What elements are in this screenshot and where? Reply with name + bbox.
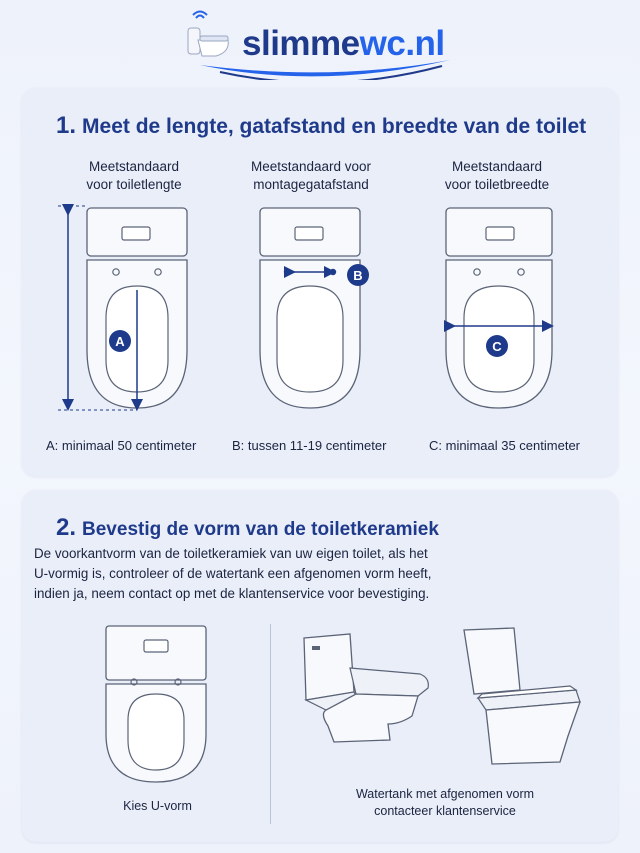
tapered-tank-toilet-right: [456, 624, 586, 769]
section1-title: Meet de lengte, gatafstand en breedte van de toilet: [82, 115, 587, 138]
wifi-icon: [196, 16, 204, 19]
toilet-topview-icon: [106, 626, 206, 782]
paragraph-line1: De voorkantvorm van de toiletkeramiek van uw eigen toilet, als het: [34, 546, 428, 561]
measure-c: C: minimaal 35 centimeter: [429, 438, 580, 453]
paragraph-line2: U-vormig is, controleer of de watertank een afgenomen vorm heeft,: [34, 566, 432, 581]
caption-hole-line1: Meetstandaard voor: [250, 159, 372, 174]
logo-wordmark[interactable]: [242, 24, 445, 64]
u-shape-toilet-diagram: [100, 622, 215, 787]
caption-length-line2: voor toiletlengte: [86, 177, 182, 192]
measure-b: B: tussen 11-19 centimeter: [232, 438, 387, 453]
caption-length: [44, 158, 224, 194]
smart-toilet-icon: [182, 10, 238, 66]
tapered-caption-line1: Watertank met afgenomen vorm: [355, 787, 535, 801]
toilet-hole-distance-diagram: [240, 200, 390, 415]
section2-paragraph: [34, 544, 594, 604]
caption-width-line2: voor toiletbreedte: [444, 177, 550, 192]
section2-title: Bevestig de vorm van de toiletkeramiek: [82, 519, 439, 540]
section1-heading: [56, 112, 586, 140]
toilet-sideview-icon: [464, 628, 580, 764]
logo-text-part1: slimme: [242, 24, 360, 63]
caption-hole-distance: [221, 158, 401, 194]
toilet-sideview-icon: [304, 634, 428, 742]
tapered-tank-toilet-left: [300, 630, 435, 750]
measure-a: A: minimaal 50 centimeter: [46, 438, 197, 453]
section2-divider: [270, 624, 271, 824]
tapered-caption-line2: contacteer klantenservice: [374, 804, 516, 818]
paragraph-line3: indien ja, neem contact op met de klantenservice voor bevestiging.: [34, 586, 430, 601]
caption-hole-line2: montagegatafstand: [253, 177, 369, 192]
caption-width-line1: Meetstandaard: [451, 159, 543, 174]
toilet-width-diagram: [428, 200, 578, 415]
caption-length-line1: Meetstandaard: [88, 159, 180, 174]
svg-text:A: A: [115, 334, 125, 349]
tapered-tank-caption: [300, 786, 590, 820]
section2-number: 2.: [56, 514, 77, 541]
section2-heading: [56, 514, 439, 542]
logo-text-part2: wc.nl: [359, 24, 445, 63]
toilet-length-diagram: [50, 200, 200, 415]
toilet-topview-icon: [446, 208, 552, 408]
svg-text:B: B: [353, 268, 363, 283]
section1-number: 1.: [56, 112, 77, 139]
svg-text:C: C: [492, 339, 502, 354]
caption-width: [407, 158, 587, 194]
logo: [180, 10, 460, 80]
toilet-topview-icon: [260, 208, 363, 408]
u-shape-caption: Kies U-vorm: [123, 799, 192, 813]
